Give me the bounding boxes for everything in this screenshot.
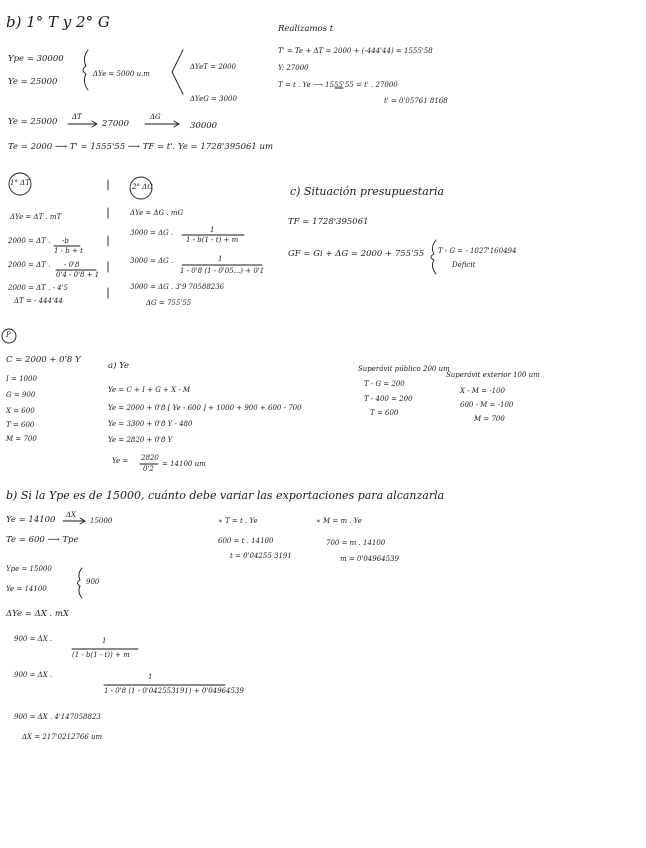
brace-b-lower	[78, 568, 83, 598]
p2-b-m-title: ∗ M = m . Ye	[316, 517, 362, 525]
p2-b-line2-num: 1	[148, 673, 153, 681]
p2-b-chain-op: ΔX	[66, 511, 77, 519]
p2-b-chain-end: 15000	[90, 517, 113, 525]
surplus-external-title: Superávit exterior 100 um	[446, 371, 540, 379]
p2-b-m-line2: m = 0'04964539	[340, 555, 399, 563]
box1-line5: ΔT = - 444'44	[14, 297, 63, 305]
delta-ye-g: ΔYeG = 3000	[190, 95, 237, 103]
arrow-head-2	[174, 121, 179, 127]
chain1-start: Ye = 25000	[8, 117, 58, 127]
p2-a-line4: Ye = 2820 + 0'8 Y	[108, 436, 173, 444]
surplus-external-line1: X - M = -100	[460, 387, 506, 395]
p2-exports: X = 600	[6, 407, 35, 415]
p2-a-line5-den: 0'2	[143, 465, 154, 473]
realizamos-title: Realizamos t	[278, 24, 334, 34]
p2-imports: M = 700	[6, 435, 37, 443]
surplus-public-line3: T = 600	[370, 409, 399, 417]
p2-b-line2: 900 = ΔX .	[14, 671, 53, 679]
p2-a-title: a) Ye	[108, 361, 129, 371]
p2-b-line1-num: 1	[102, 637, 107, 645]
p2-b-line2-den: 1 - 0'8 (1 - 0'042553191) + 0'04964539	[104, 687, 244, 695]
p2-b-title: b) Si la Ype es de 15000, cuánto debe variar las exportaciones para alcanzarla	[6, 489, 445, 502]
surplus-public-line1: T - G = 200	[364, 380, 405, 388]
p2-b-t-line2: t = 0'04255 3191	[230, 552, 292, 560]
section-c-title: c) Situación presupuestaria	[290, 185, 445, 198]
p2-b-chain-start: Ye = 14100	[6, 515, 56, 525]
p2-a-line5-result: = 14100 um	[162, 460, 206, 468]
p2-b-t-line1: 600 = t . 14100	[218, 537, 274, 545]
box1-line2: 2000 = ΔT .	[8, 237, 51, 245]
chain1-end: 30000	[190, 121, 218, 131]
box1-label: 1° ΔT	[10, 179, 30, 187]
box2-line4: 3000 = ΔG . 3'9 70588236	[130, 283, 225, 291]
realizamos-line1: T' = Te + ΔT = 2000 + (-444'44) = 1555'58	[278, 47, 433, 55]
chain1-op1: ΔT	[72, 113, 82, 121]
section-b-header: b) 1° T y 2° G	[6, 13, 110, 31]
p2-b-m-line1: 700 = m . 14100	[326, 539, 386, 547]
box1-line3: 2000 = ΔT .	[8, 261, 51, 269]
p2-b-line3: 900 = ΔX . 4'147058823	[14, 713, 101, 721]
p2-a-line2: Ye = 2000 + 0'8 [ Ye - 600 ] + 1000 + 900 + 600 - 700	[108, 404, 302, 412]
p2-b-ye: Ye = 14100	[6, 585, 47, 593]
box1-line2-num: -b	[62, 237, 69, 245]
box2-line2-num: 1	[210, 226, 215, 234]
p2-a-line5-num: 2820	[141, 454, 159, 462]
p2-b-line1: 900 = ΔX .	[14, 635, 53, 643]
chain1-mid: 27000	[102, 119, 130, 129]
chain2: Te = 2000 ⟶ T' = 1555'55 ⟶ TF = t'. Ye = 1728'395061 um	[8, 142, 274, 152]
p2-a-line3: Ye = 3300 + 0'8 Y - 480	[108, 420, 193, 428]
chain1-op2: ΔG	[150, 113, 161, 121]
p2-investment: I = 1000	[6, 375, 37, 383]
delta-ye-t: ΔYeT = 2000	[190, 63, 237, 71]
delta-ye: ΔYe = 5000 u.m	[93, 70, 150, 78]
p2-b-t-title: ∗ T = t . Ye	[218, 517, 258, 525]
arrow-head-1	[92, 121, 97, 127]
box2-label: 2° ΔG	[132, 183, 153, 191]
box1-line3-num: - 0'8	[64, 261, 80, 269]
ye-value: Ye = 25000	[8, 77, 58, 87]
p2-b-line1-den: (1 - b(1 - t)) + m	[72, 651, 130, 659]
box2-line3-den: 1 - 0'8 (1 - 0'05...) + 0'1	[180, 267, 265, 275]
box1-line3-den: 0'4 - 0'8 + 1	[56, 271, 100, 279]
p2-consumption: C = 2000 + 0'8 Y	[6, 355, 81, 365]
section-c-note2: Déficit	[452, 261, 476, 269]
surplus-public-line2: T - 400 = 200	[364, 395, 413, 403]
p2-b-line4: ΔX = 217'0212766 um	[22, 733, 103, 741]
box1-line2-den: 1 - b + t	[54, 247, 83, 255]
split-arrow	[172, 50, 183, 94]
arrow-head-4	[80, 518, 85, 524]
p2-b-difference: 900	[86, 578, 100, 586]
problem-marker: P	[6, 331, 11, 339]
section-c-note1: T - G = - 1027'160494	[438, 247, 517, 255]
section-c-line1: TF = 1728'395061	[288, 217, 369, 227]
brace-b-values	[83, 50, 88, 90]
surplus-public-title: Superávit público 200 um	[358, 365, 450, 373]
p2-b-delta-ye: ΔYe = ΔX . mX	[6, 609, 69, 619]
p2-a-line5: Ye =	[112, 457, 129, 465]
realizamos-line4: t' = 0'05761 8168	[384, 97, 448, 105]
p2-b-ype: Ype = 15000	[6, 565, 52, 573]
p2-a-line1: Ye = C + I + G + X - M	[108, 386, 191, 394]
brace-c-deficit	[431, 240, 436, 274]
surplus-external-line2: 600 - M = -100	[460, 401, 514, 409]
box2-line3-num: 1	[218, 255, 223, 263]
p2-b-te: Te = 600 ⟶ Tpe	[6, 535, 79, 545]
p2-government: G = 900	[6, 391, 36, 399]
realizamos-line3: T = t . Ye ⟶ 1555'55 = t' . 27000	[278, 81, 398, 89]
ype-value: Ype = 30000	[8, 54, 64, 64]
p2-taxes: T = 600	[6, 421, 35, 429]
box2-line2: 3000 = ΔG .	[130, 229, 174, 237]
box2-line1: ΔYe = ΔG . mG	[130, 209, 184, 217]
box1-line1: ΔYe = ΔT . mT	[10, 213, 62, 221]
box1-line4: 2000 = ΔT . - 4'5	[8, 284, 68, 292]
surplus-external-line3: M = 700	[474, 415, 505, 423]
box2-line3: 3000 = ΔG .	[130, 257, 174, 265]
section-c-line2: GF = Gi + ΔG = 2000 + 755'55	[288, 249, 425, 259]
box2-line5: ΔG = 755'55	[146, 299, 192, 307]
box2-line2-den: 1 - b(1 - t) + m	[186, 236, 239, 244]
realizamos-line2: Y: 27000	[278, 64, 309, 72]
